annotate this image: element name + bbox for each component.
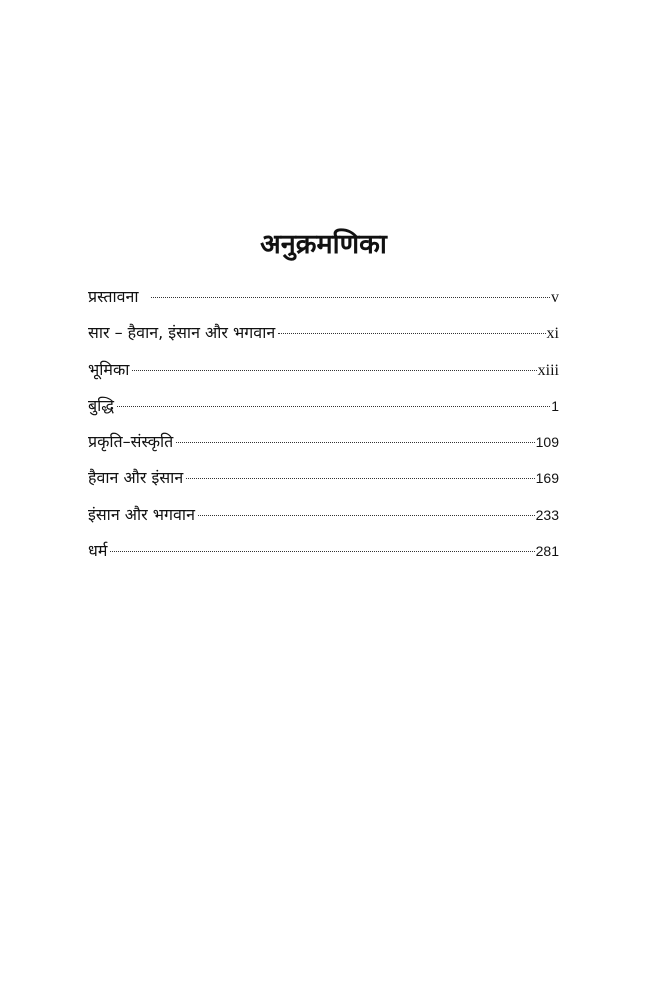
toc-entry-label: भूमिका <box>88 359 130 379</box>
toc-entry-label: प्रस्तावना <box>88 287 139 306</box>
dot-leader <box>278 333 545 334</box>
toc-entry-label: सार – हैवान, इंसान और भगवान <box>88 323 276 343</box>
toc-entry-page: v <box>551 289 559 306</box>
toc-entry-page: 1 <box>551 397 559 414</box>
dot-leader <box>110 551 534 552</box>
toc-entry-label: धर्म <box>88 541 108 561</box>
toc-entry-page: 281 <box>535 543 559 560</box>
toc-entry-prastavana <box>88 283 559 319</box>
toc-entry-bhumika <box>88 356 559 392</box>
toc-entry-page: xiii <box>537 361 559 379</box>
toc-entry-label: इंसान और भगवान <box>88 504 195 524</box>
toc-entry-label: प्रकृति–संस्कृति <box>88 432 174 452</box>
dot-leader <box>151 297 550 298</box>
dot-leader <box>176 442 534 443</box>
toc-entry-page: xi <box>546 325 559 343</box>
dot-leader <box>117 406 550 407</box>
table-of-contents <box>88 283 559 573</box>
toc-entry-dharm <box>88 537 559 573</box>
dot-leader <box>186 478 534 479</box>
toc-entry-page: 109 <box>535 434 559 451</box>
toc-entry-page: 169 <box>535 470 559 487</box>
toc-entry-haivan-aur-insaan <box>88 464 559 500</box>
toc-entry-label: बुद्धि <box>88 395 115 415</box>
page-title: अनुक्रमणिका <box>260 229 387 260</box>
toc-entry-page: 233 <box>535 506 559 523</box>
dot-leader <box>198 515 535 516</box>
toc-entry-saar <box>88 319 559 355</box>
toc-entry-buddhi <box>88 392 559 428</box>
toc-entry-prakriti-sanskriti <box>88 428 559 464</box>
toc-entry-label: हैवान और इंसान <box>88 468 184 488</box>
toc-entry-insaan-aur-bhagwan <box>88 501 559 537</box>
dot-leader <box>132 370 536 371</box>
